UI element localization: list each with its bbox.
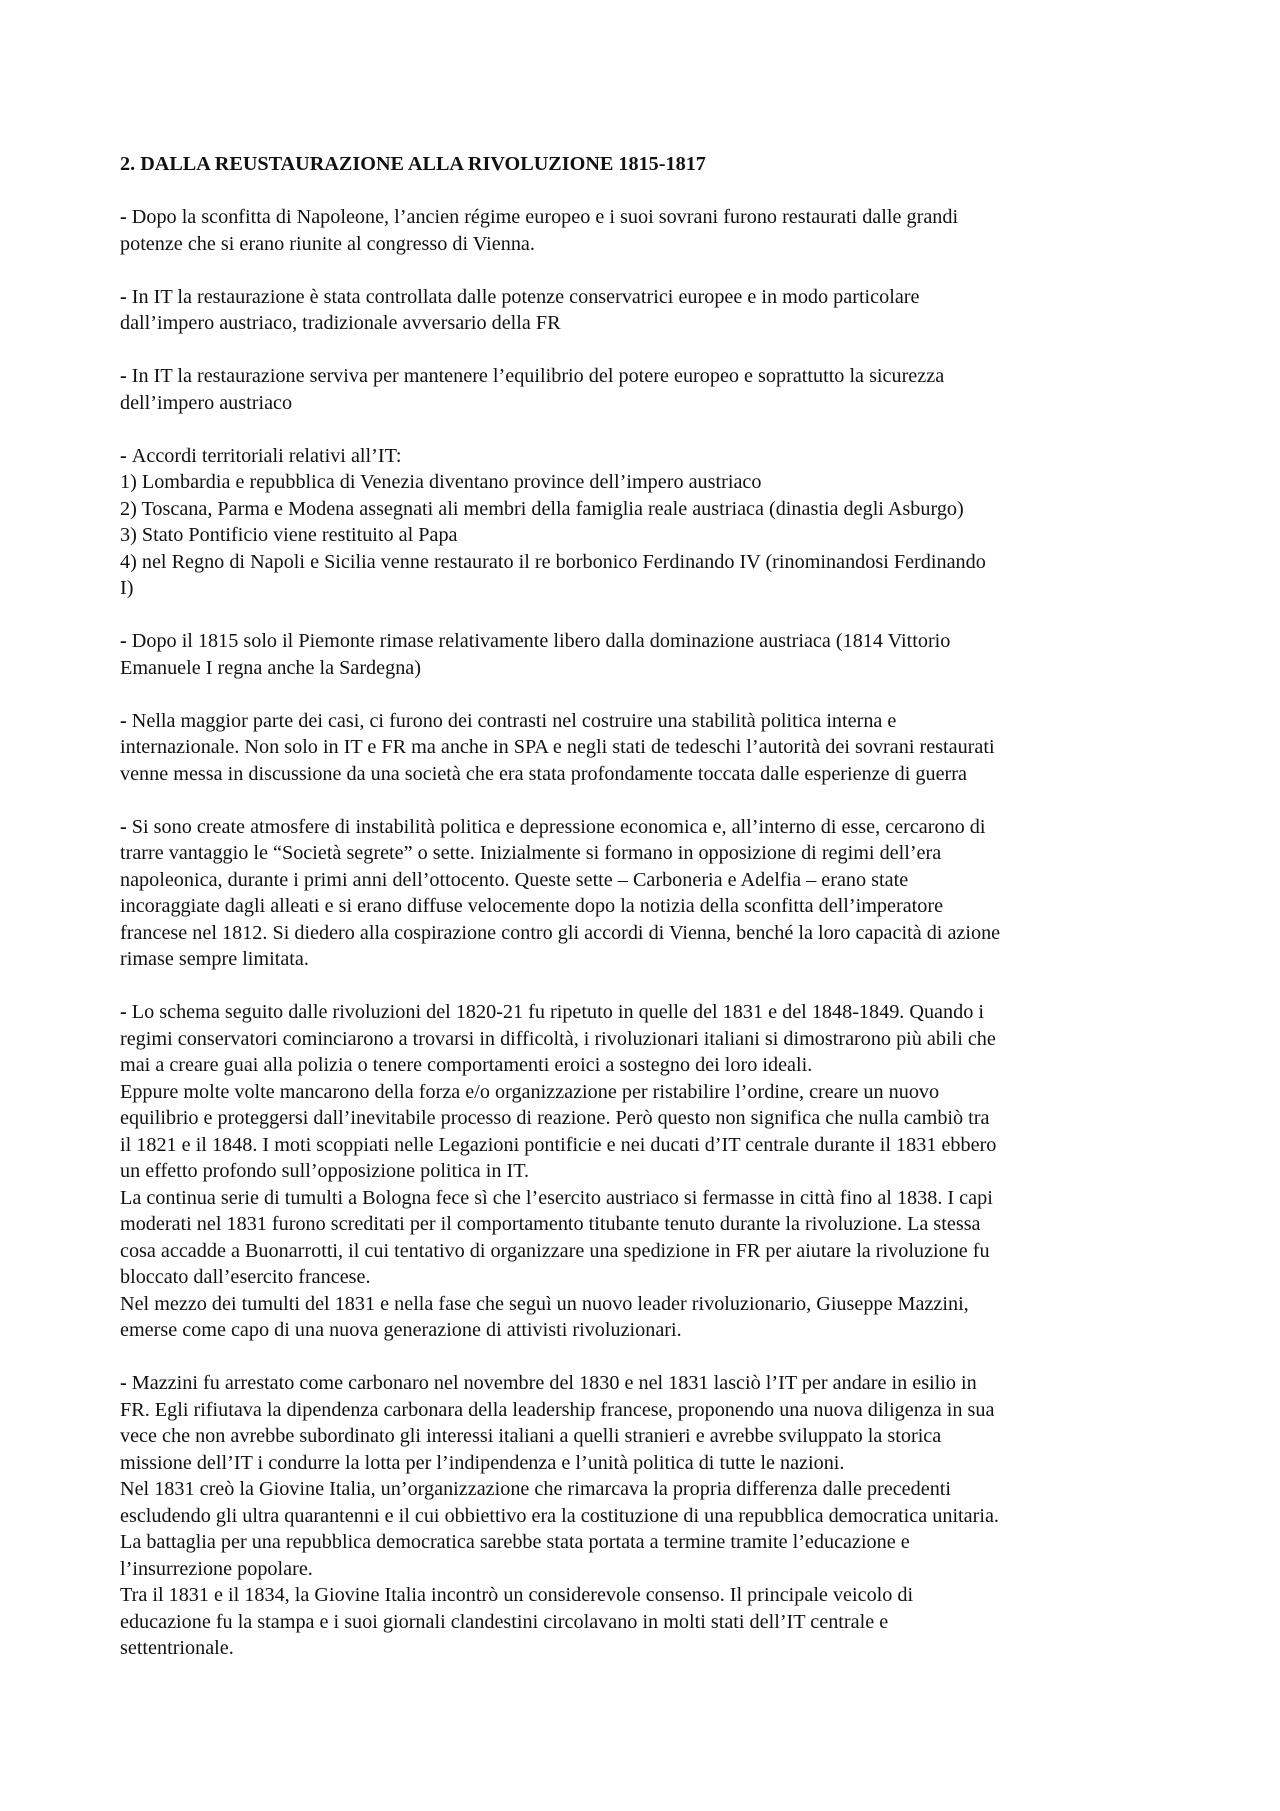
bullet-dash: - — [120, 630, 132, 652]
line-text: emerse come capo di una nuova generazione di attivisti rivoluzionari. — [120, 1319, 682, 1341]
line-text: 1) Lombardia e repubblica di Venezia diventano province dell’impero austriaco — [120, 471, 762, 493]
paragraph-line — [120, 1635, 1180, 1662]
paragraph-line — [120, 867, 1180, 894]
line-text: mai a creare guai alla polizia o tenere comportamenti eroici a sostegno dei loro ideali. — [120, 1054, 813, 1076]
paragraph — [120, 708, 1180, 788]
line-text: Lo schema seguito dalle rivoluzioni del 1820-21 fu ripetuto in quelle del 1831 e del 1848-1849. Quando i — [131, 1001, 984, 1023]
paragraph-line — [120, 284, 1180, 311]
line-text: potenze che si erano riunite al congresso di Vienna. — [120, 232, 535, 255]
paragraph-line — [120, 363, 1180, 390]
bullet-dash: - — [120, 285, 132, 308]
line-text: napoleonica, durante i primi anni dell’ottocento. Queste sette – Carboneria e Adelfia – erano state — [120, 868, 909, 891]
paragraph-line — [120, 1450, 1180, 1477]
paragraph — [120, 628, 1180, 681]
paragraph-line — [120, 1529, 1180, 1556]
paragraph-line — [120, 522, 1180, 549]
line-text: Dopo il 1815 solo il Piemonte rimase relativamente libero dalla dominazione austriaca (1814 Vittorio — [131, 630, 951, 652]
paragraph-line — [120, 1238, 1180, 1265]
line-text: moderati nel 1831 furono screditati per il comportamento titubante tenuto durante la rivoluzione. La stessa — [120, 1213, 981, 1235]
paragraph-line — [120, 734, 1180, 761]
line-text: francese nel 1812. Si diedero alla cospirazione contro gli accordi di Vienna, benché la loro capacità di azione — [120, 921, 1001, 944]
paragraph-line — [120, 1503, 1180, 1530]
line-text: Dopo la sconfitta di Napoleone, l’ancien régime europeo e i suoi sovrani furono restaurati dalle grandi — [131, 206, 959, 228]
paragraph — [120, 284, 1180, 337]
paragraph-line — [120, 1609, 1180, 1636]
paragraph-line — [120, 1052, 1180, 1079]
bullet-dash: - — [120, 815, 132, 838]
line-text: bloccato dall’esercito francese. — [120, 1266, 371, 1288]
line-text: settentrionale. — [120, 1637, 234, 1659]
line-text: 3) Stato Pontificio viene restituito al Papa — [120, 524, 458, 546]
line-text: In IT la restaurazione è stata controllata dalle potenze conservatrici europee e in modo particolare — [131, 285, 920, 308]
paragraph — [120, 204, 1180, 257]
paragraph-line — [120, 761, 1180, 788]
line-text: I) — [120, 577, 134, 599]
line-text: venne messa in discussione da una società che era stata profondamente toccata dalle esperienze di guerra — [120, 762, 967, 785]
line-text: trarre vantaggio le “Società segrete” o sette. Inizialmente si formano in opposizione di regimi dell’era — [120, 842, 942, 864]
line-text: cosa accadde a Buonarrotti, il cui tentativo di organizzare una spedizione in FR per aiutare la rivoluzione fu — [120, 1239, 990, 1262]
paragraph-line — [120, 893, 1180, 920]
paragraph — [120, 1370, 1180, 1662]
line-text: equilibrio e proteggersi dall’inevitabile processo di reazione. Però questo non significa che nulla cambiò tra — [120, 1107, 990, 1129]
document-body — [120, 151, 1180, 1688]
bullet-dash: - — [120, 444, 132, 467]
paragraph-line — [120, 575, 1180, 602]
line-text: incoraggiate dagli alleati e si erano diffuse velocemente dopo la notizia della sconfitta dell’imperatore — [120, 895, 944, 917]
paragraph-line — [120, 814, 1180, 841]
bullet-dash: - — [120, 709, 132, 732]
line-text: Tra il 1831 e il 1834, la Giovine Italia incontrò un considerevole consenso. Il principale veicolo di — [120, 1584, 914, 1606]
paragraph-line — [120, 1079, 1180, 1106]
line-text: Mazzini fu arrestato come carbonaro nel novembre del 1830 e nel 1831 lasciò l’IT per andare in esilio in — [131, 1372, 977, 1394]
paragraph-line — [120, 655, 1180, 682]
paragraph-line — [120, 231, 1180, 258]
paragraph-line — [120, 1105, 1180, 1132]
paragraph-line — [120, 1370, 1180, 1397]
paragraph-line — [120, 946, 1180, 973]
paragraph-line — [120, 1317, 1180, 1344]
paragraph-line — [120, 443, 1180, 470]
paragraph-line — [120, 1211, 1180, 1238]
line-text: vece che non avrebbe subordinato gli interessi italiani a quelli stranieri e avrebbe sviluppato la storica — [120, 1425, 942, 1447]
paragraph-line — [120, 469, 1180, 496]
bullet-dash: - — [120, 206, 132, 228]
paragraph-line — [120, 1026, 1180, 1053]
line-text: Nel 1831 creò la Giovine Italia, un’organizzazione che rimarcava la propria differenza dalle precedenti — [120, 1478, 952, 1500]
line-text: il 1821 e il 1848. I moti scoppiati nelle Legazioni pontificie e nei ducati d’IT centrale durante il 1831 ebbero — [120, 1133, 997, 1156]
line-text: Si sono create atmosfere di instabilità politica e depressione economica e, all’interno di esse, cercarono di — [131, 815, 986, 838]
document-sections — [120, 204, 1180, 1662]
line-text: 2) Toscana, Parma e Modena assegnati ali membri della famiglia reale austriaca (dinastia degli Asburgo) — [120, 497, 964, 520]
paragraph-line — [120, 310, 1180, 337]
paragraph-line — [120, 999, 1180, 1026]
line-text: La battaglia per una repubblica democratica sarebbe stata portata a termine tramite l’educazione e — [120, 1531, 910, 1553]
line-text: educazione fu la stampa e i suoi giornali clandestini circolavano in molti stati dell’IT centrale e — [120, 1610, 889, 1633]
line-text: Eppure molte volte mancarono della forza e/o organizzazione per ristabilire l’ordine, creare un nuovo — [120, 1080, 940, 1103]
bullet-dash: - — [120, 1001, 132, 1023]
paragraph-line — [120, 1158, 1180, 1185]
line-text: Accordi territoriali relativi all’IT: — [131, 444, 402, 467]
paragraph — [120, 814, 1180, 973]
paragraph-line — [120, 1264, 1180, 1291]
line-text: l’insurrezione popolare. — [120, 1557, 313, 1580]
line-text: Nel mezzo dei tumulti del 1831 e nella fase che seguì un nuovo leader rivoluzionario, Giuseppe Mazzini, — [120, 1292, 969, 1315]
paragraph-line — [120, 920, 1180, 947]
paragraph-line — [120, 390, 1180, 417]
paragraph-line — [120, 708, 1180, 735]
paragraph-line — [120, 1132, 1180, 1159]
paragraph-line — [120, 549, 1180, 576]
paragraph — [120, 443, 1180, 602]
line-text: un effetto profondo sull’opposizione politica in IT. — [120, 1160, 530, 1182]
line-text: Nella maggior parte dei casi, ci furono dei contrasti nel costruire una stabilità politica interna e — [131, 709, 897, 732]
paragraph-line — [120, 1397, 1180, 1424]
paragraph-line — [120, 628, 1180, 655]
paragraph-line — [120, 1582, 1180, 1609]
paragraph — [120, 363, 1180, 416]
bullet-dash: - — [120, 365, 132, 387]
paragraph-line — [120, 204, 1180, 231]
paragraph-line — [120, 1423, 1180, 1450]
line-text: 4) nel Regno di Napoli e Sicilia venne restaurato il re borbonico Ferdinando IV (rinominandosi Ferdinando — [120, 550, 986, 573]
line-text: escludendo gli ultra quarantenni e il cui obbiettivo era la costituzione di una repubblica democratica unitaria. — [120, 1504, 999, 1527]
line-text: rimase sempre limitata. — [120, 948, 309, 970]
line-text: La continua serie di tumulti a Bologna fece sì che l’esercito austriaco si fermasse in città fino al 1838. I capi — [120, 1186, 993, 1209]
paragraph-line — [120, 1291, 1180, 1318]
line-text: internazionale. Non solo in IT e FR ma anche in SPA e negli stati de tedeschi l’autorità dei sovrani restaurati — [120, 736, 995, 758]
document-title: 2. DALLA REUSTAURAZIONE ALLA RIVOLUZIONE 1815-1817 — [120, 153, 706, 175]
line-text: missione dell’IT i condurre la lotta per l’indipendenza e l’unità politica di tutte le nazioni. — [120, 1451, 845, 1474]
line-text: Emanuele I regna anche la Sardegna) — [120, 656, 421, 679]
paragraph-line — [120, 1476, 1180, 1503]
line-text: dall’impero austriaco, tradizionale avversario della FR — [120, 312, 561, 334]
line-text: In IT la restaurazione serviva per mantenere l’equilibrio del potere europeo e soprattutto la sicurezza — [131, 365, 945, 387]
paragraph — [120, 999, 1180, 1344]
paragraph-line — [120, 840, 1180, 867]
line-text: regimi conservatori cominciarono a trovarsi in difficoltà, i rivoluzionari italiani si dimostrarono più abili che — [120, 1027, 996, 1050]
line-text: FR. Egli rifiutava la dipendenza carbonara della leadership francese, proponendo una nuova diligenza in sua — [120, 1398, 995, 1421]
paragraph-line — [120, 1185, 1180, 1212]
paragraph-line — [120, 496, 1180, 523]
paragraph-line — [120, 1556, 1180, 1583]
line-text: dell’impero austriaco — [120, 391, 293, 414]
bullet-dash: - — [120, 1372, 132, 1394]
